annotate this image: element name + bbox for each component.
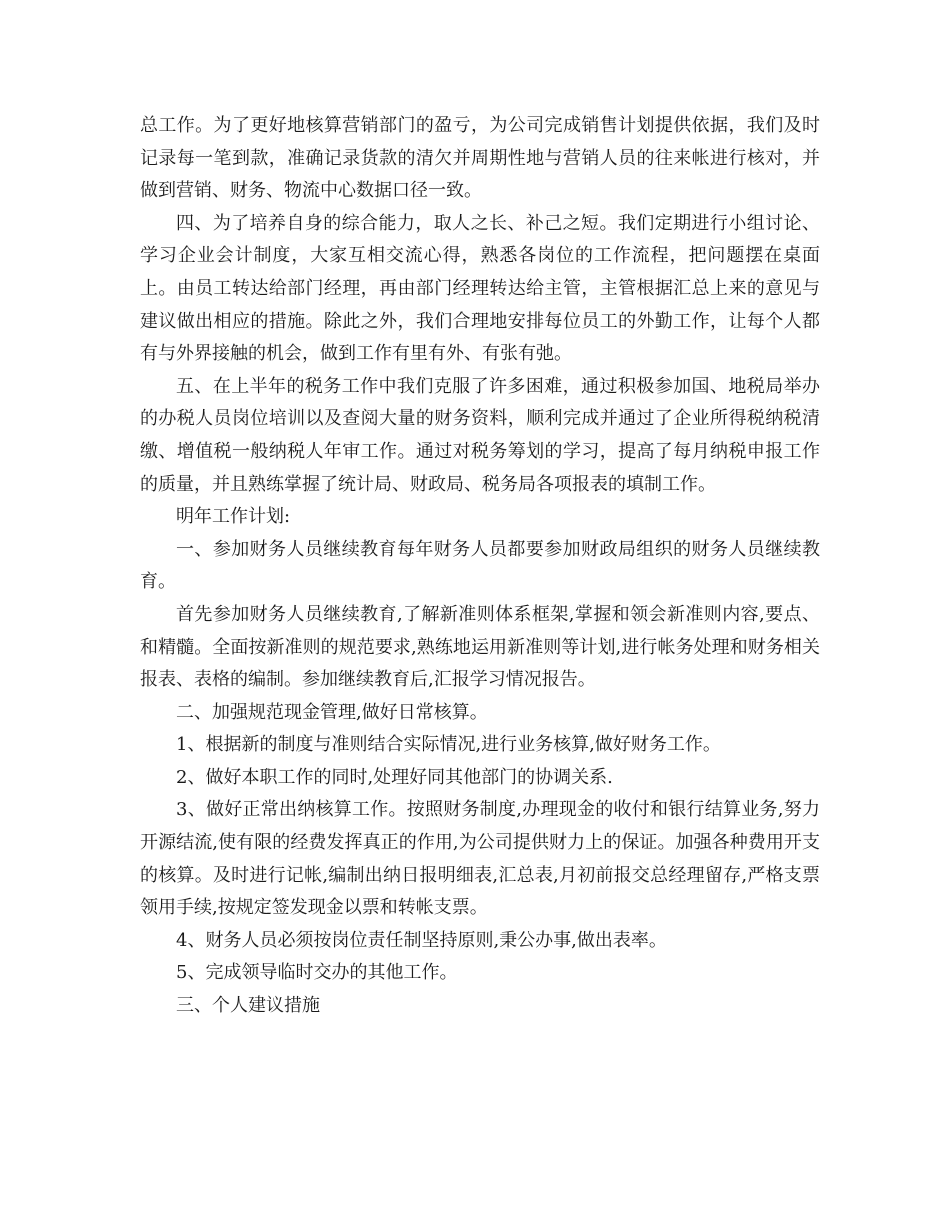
list-item-4: 4、财务人员必须按岗位责任制坚持原则,秉公办事,做出表率。 bbox=[176, 929, 667, 951]
paragraph-plan-one-detail: 首先参加财务人员继续教育,了解新准则体系框架,掌握和领会新准则内容,要点、和精髓。全面按新准则的规范要求,熟练地运用新准则等计划,进行帐务处理和财务相关报表、表格的编制。参加继续教育后,汇报学习情况报告。 bbox=[140, 603, 820, 691]
paragraph-plan-three: 三、个人建议措施 bbox=[176, 995, 320, 1017]
list-item-3: 3、做好正常出纳核算工作。按照财务制度,办理现金的收付和银行结算业务,努力开源结流,使有限的经费发挥真正的作用,为公司提供财力上的保证。加强各种费用开支的核算。及时进行记帐,编制出纳日报明细表,汇总表,月初前报交总经理留存,严格支票领用手续,按规定签发现金以票和转帐支票。 bbox=[140, 799, 820, 919]
paragraph-plan-one: 一、参加财务人员继续教育每年财务人员都要参加财政局组织的财务人员继续教育。 bbox=[140, 538, 820, 593]
list-item-1: 1、根据新的制度与准则结合实际情况,进行业务核算,做好财务工作。 bbox=[176, 734, 721, 756]
paragraph-item-four: 四、为了培养自身的综合能力，取人之长、补己之短。我们定期进行小组讨论、学习企业会计制度，大家互相交流心得，熟悉各岗位的工作流程，把问题摆在桌面上。由员工转达给部门经理，再由部门经理转达给主管，主管根据汇总上来的意见与建议做出相应的措施。除此之外，我们合理地安排每位员工的外勤工作，让每个人都有与外界接触的机会，做到工作有里有外、有张有弛。 bbox=[140, 212, 820, 365]
paragraph-continuation: 总工作。为了更好地核算营销部门的盈亏，为公司完成销售计划提供依据，我们及时记录每一笔到款，准确记录货款的清欠并周期性地与营销人员的往来帐进行核对，并做到营销、财务、物流中心数据口径一致。 bbox=[140, 115, 820, 202]
list-item-2: 2、做好本职工作的同时,处理好同其他部门的协调关系. bbox=[176, 766, 613, 788]
document-body bbox=[140, 110, 820, 1023]
section-heading-next-year-plan: 明年工作计划: bbox=[176, 506, 291, 528]
paragraph-plan-two: 二、加强规范现金管理,做好日常核算。 bbox=[176, 701, 488, 723]
paragraph-item-five: 五、在上半年的税务工作中我们克服了许多困难，通过积极参加国、地税局举办的办税人员岗位培训以及查阅大量的财务资料，顺利完成并通过了企业所得税纳税清缴、增值税一般纳税人年审工作。通过对税务筹划的学习，提高了每月纳税申报工作的质量，并且熟练掌握了统计局、财政局、税务局各项报表的填制工作。 bbox=[140, 375, 820, 495]
list-item-5: 5、完成领导临时交办的其他工作。 bbox=[176, 962, 458, 984]
